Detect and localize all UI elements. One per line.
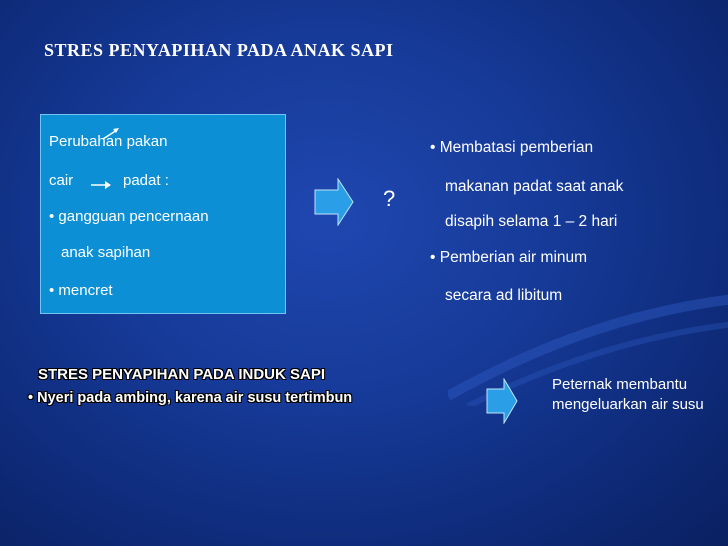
box-line-cair: cair	[49, 172, 74, 189]
induk-bullet: • Nyeri pada ambing, karena air susu tertimbun	[28, 390, 353, 406]
right-arrow-icon-2	[486, 378, 518, 424]
box-line-padat: padat :	[123, 172, 169, 189]
solution-line-1: • Membatasi pemberian	[430, 139, 594, 156]
solution-line-5: secara ad libitum	[445, 287, 563, 304]
peternak-text: Peternak membantu mengeluarkan air susu	[552, 376, 704, 413]
right-arrow-icon	[314, 178, 354, 226]
cause-box	[40, 114, 286, 314]
box-line-mencret: • mencret	[49, 282, 113, 299]
small-up-arrow-icon	[101, 127, 121, 141]
small-right-arrow-icon	[89, 177, 113, 189]
slide-title: STRES PENYAPIHAN PADA ANAK SAPI	[44, 40, 394, 60]
solution-line-4: • Pemberian air minum	[430, 249, 588, 266]
solution-line-2: makanan padat saat anak	[445, 178, 624, 195]
solution-line-3: disapih selama 1 – 2 hari	[445, 213, 618, 230]
box-line-gangguan: • gangguan pencernaan	[49, 208, 209, 225]
question-mark: ?	[383, 186, 396, 211]
box-line-perubahan: Perubahan pakan	[49, 133, 168, 150]
induk-title: STRES PENYAPIHAN PADA INDUK SAPI	[38, 366, 325, 383]
box-line-anak-sapihan: anak sapihan	[61, 244, 151, 261]
